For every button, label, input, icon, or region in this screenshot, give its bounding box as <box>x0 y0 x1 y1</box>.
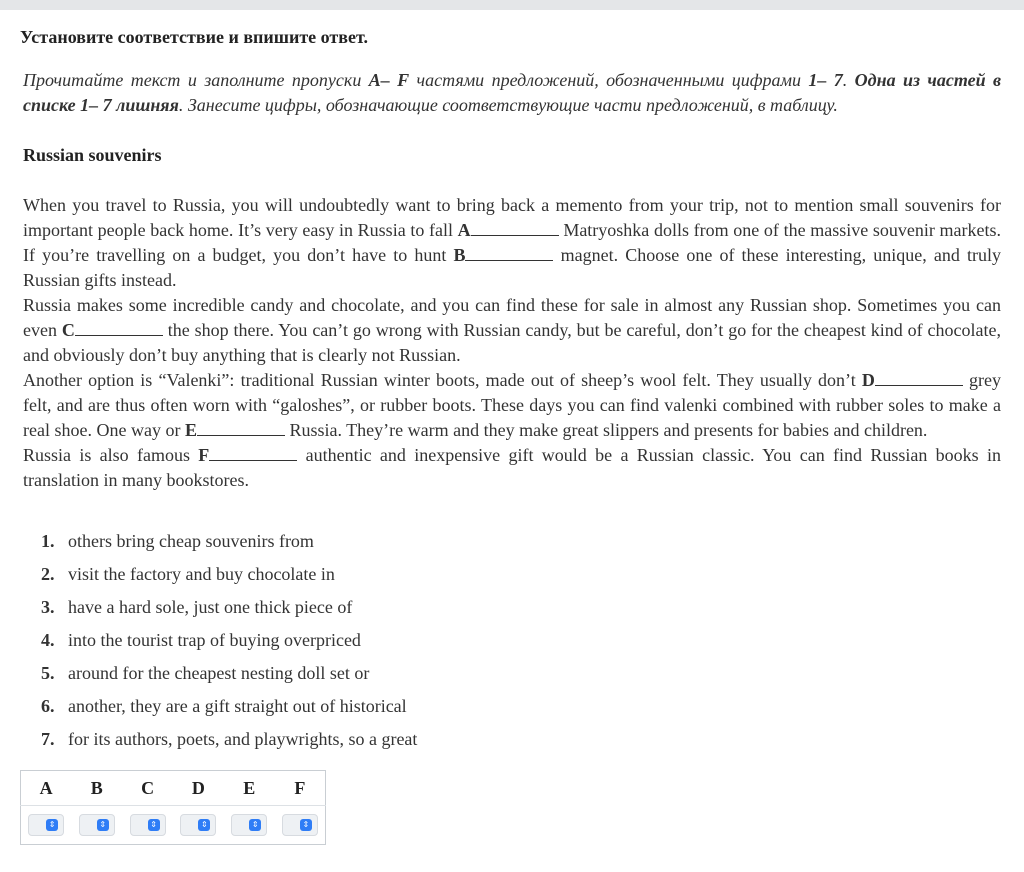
article-title: Russian souvenirs <box>23 145 162 165</box>
answer-header-f: F <box>294 777 306 798</box>
extra-part-note: Одна из частей в списке 1– 7 лишняя <box>23 70 1002 115</box>
option-text: others bring cheap souvenirs from <box>68 531 314 551</box>
answer-header-e: E <box>243 777 256 798</box>
updown-chevron-icon: ⇕ <box>249 819 261 831</box>
paragraph-1: When you travel to Russia, you will undoubtedly want to bring back a memento from your trip, not to mention small souvenirs for important people back home. It’s very easy in Russia to fall A Matryoshka dolls from one of the massive souvenir markets. If you’re travelling on a budget, you don’t have to hunt B magnet. Choose one of these interesting, unique, and truly Russian gifts instead. <box>23 195 1001 290</box>
answer-select-e[interactable] <box>231 814 267 836</box>
answer-table-selects <box>21 806 326 845</box>
paragraph-4: Russia is also famous F authentic and inexpensive gift would be a Russian classic. You can find Russian books in translation in many bookstores. <box>23 445 1001 490</box>
gap-d-blank <box>875 371 963 386</box>
option-number: 2. <box>41 564 55 584</box>
updown-chevron-icon: ⇕ <box>300 819 312 831</box>
option-number: 6. <box>41 696 55 716</box>
updown-chevron-icon: ⇕ <box>198 819 210 831</box>
option-text: into the tourist trap of buying overpriced <box>68 630 361 650</box>
option-text: visit the factory and buy chocolate in <box>68 564 335 584</box>
answer-header-d: D <box>191 777 205 798</box>
option-text: have a hard sole, just one thick piece of <box>68 597 353 617</box>
option-text: for its authors, poets, and playwrights, so a great <box>68 729 418 749</box>
paragraph-2: Russia makes some incredible candy and chocolate, and you can find these for sale in almost any Russian shop. Sometimes you can even C the shop there. You can’t go wrong with Russian candy, but be careful, don’t go for the cheapest kind of chocolate, and obviously don’t buy anything that is clearly not Russian. <box>23 295 1002 365</box>
gap-e-label: E <box>184 420 197 440</box>
updown-chevron-icon: ⇕ <box>46 819 58 831</box>
gap-f-label: F <box>198 445 210 465</box>
gap-a-blank <box>471 221 559 236</box>
option-item-7 <box>41 727 417 760</box>
option-text: around for the cheapest nesting doll set or <box>68 663 370 683</box>
answer-select-d[interactable] <box>180 814 216 836</box>
option-item-4 <box>41 628 417 661</box>
answer-header-a: A <box>39 777 53 798</box>
option-item-3 <box>41 595 417 628</box>
task-instruction: Прочитайте текст и заполните пропуски A– F частями предложений, обозначенными цифрами 1– 7. Одна из частей в списке 1– 7 лишняя. Занесите цифры, обозначающие соответствующие части предложений, в таблицу. <box>23 70 1002 115</box>
task-title: Установите соответствие и впишите ответ. <box>20 27 368 47</box>
gap-b-blank <box>465 246 553 261</box>
option-number: 5. <box>41 663 55 683</box>
option-number: 3. <box>41 597 55 617</box>
updown-chevron-icon: ⇕ <box>148 819 160 831</box>
top-bar <box>0 0 1024 10</box>
answer-table-header <box>21 771 326 806</box>
gap-a-label: A <box>457 220 471 240</box>
option-item-1 <box>41 529 417 562</box>
answer-select-a[interactable] <box>28 814 64 836</box>
answer-table <box>20 770 326 845</box>
answer-select-f[interactable] <box>282 814 318 836</box>
updown-chevron-icon: ⇕ <box>97 819 109 831</box>
option-number: 4. <box>41 630 55 650</box>
gap-e-blank <box>197 421 285 436</box>
answer-select-c[interactable] <box>130 814 166 836</box>
answer-header-b: B <box>90 777 103 798</box>
gap-d-label: D <box>861 370 875 390</box>
gap-f-blank <box>209 446 297 461</box>
answer-select-b[interactable] <box>79 814 115 836</box>
paragraph-3: Another option is “Valenki”: traditional Russian winter boots, made out of sheep’s wool felt. They usually don’t D grey felt, and are thus often worn with “galoshes”, or rubber boots. These days you can find valenki combined with rubber soles to make a real shoe. One way or E Russia. They’re warm and they make great slippers and presents for babies and children. <box>23 370 1001 440</box>
options-list <box>41 529 417 760</box>
option-number: 1. <box>41 531 55 551</box>
article-text <box>23 193 1001 493</box>
gap-b-label: B <box>453 245 466 265</box>
option-item-5 <box>41 661 417 694</box>
option-item-6 <box>41 694 417 727</box>
answer-header-c: C <box>141 777 155 798</box>
option-text: another, they are a gift straight out of historical <box>68 696 407 716</box>
option-number: 7. <box>41 729 55 749</box>
gap-c-blank <box>75 321 163 336</box>
option-item-2 <box>41 562 417 595</box>
gap-c-label: C <box>61 320 75 340</box>
